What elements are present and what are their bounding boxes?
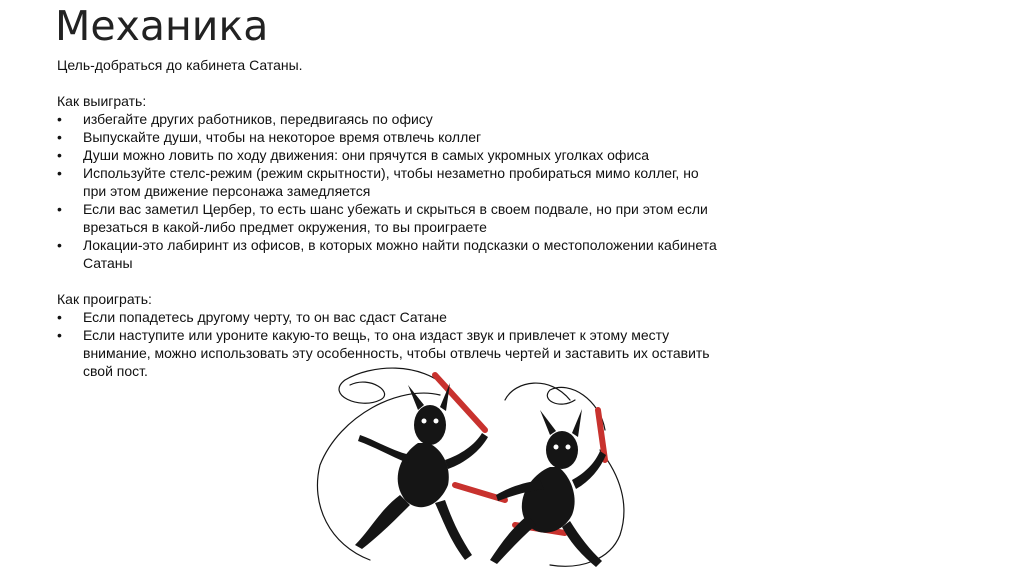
- bullet-icon: •: [57, 201, 62, 217]
- list-item: [57, 164, 777, 200]
- list-item-text: Локации-это лабиринт из офисов, в которых можно найти подсказки о местоположении кабинета: [83, 237, 717, 253]
- list-item-text: Если вас заметил Цербер, то есть шанс убежать и скрыться в своем подвале, но при этом если: [83, 201, 708, 217]
- bullet-icon: •: [57, 147, 62, 163]
- list-item: [57, 128, 777, 146]
- slide-title: Механика: [55, 2, 269, 50]
- list-item-text: Если попадетесь другому черту, то он вас сдаст Сатане: [83, 309, 447, 325]
- list-item: [57, 146, 777, 164]
- bullet-icon: •: [57, 129, 62, 145]
- win-heading: Как выиграть:: [57, 93, 147, 109]
- list-item-text: Души можно ловить по ходу движения: они прячутся в самых укромных уголках офиса: [83, 147, 650, 163]
- list-item: [57, 200, 777, 236]
- list-item: [57, 308, 777, 326]
- spacer: [57, 272, 777, 290]
- list-item: [57, 236, 777, 272]
- two-devils-with-whips-icon: [300, 355, 640, 574]
- lose-heading: Как проиграть:: [57, 291, 152, 307]
- spacer: [57, 74, 777, 92]
- list-item-text: Выпускайте души, чтобы на некоторое время отвлечь коллег: [83, 129, 482, 145]
- list-item-text: Если наступите или уроните какую-то вещь, то она издаст звук и привлечет к этому месту: [83, 327, 670, 343]
- bullet-icon: •: [57, 309, 62, 325]
- list-item-text: врезаться в какой-либо предмет окружения, то вы проиграете: [83, 219, 487, 235]
- list-item-text: внимание, можно использовать эту особенность, чтобы отвлечь чертей и заставить их оставить: [83, 345, 710, 361]
- bullet-icon: •: [57, 111, 62, 127]
- list-item-text: избегайте других работников, передвигаясь по офису: [83, 111, 433, 127]
- bullet-icon: •: [57, 327, 62, 343]
- bullet-icon: •: [57, 237, 62, 253]
- list-item: [57, 110, 777, 128]
- bullet-icon: •: [57, 165, 62, 181]
- list-item-text: Используйте стелс-режим (режим скрытности), чтобы незаметно пробираться мимо коллег, но: [83, 165, 699, 181]
- slide-body: [57, 56, 777, 380]
- list-item-text: Сатаны: [83, 255, 133, 271]
- list-item-text: свой пост.: [83, 363, 148, 379]
- goal-text: Цель-добраться до кабинета Сатаны.: [57, 57, 303, 73]
- win-list: [57, 110, 777, 272]
- list-item-text: при этом движение персонажа замедляется: [83, 183, 371, 199]
